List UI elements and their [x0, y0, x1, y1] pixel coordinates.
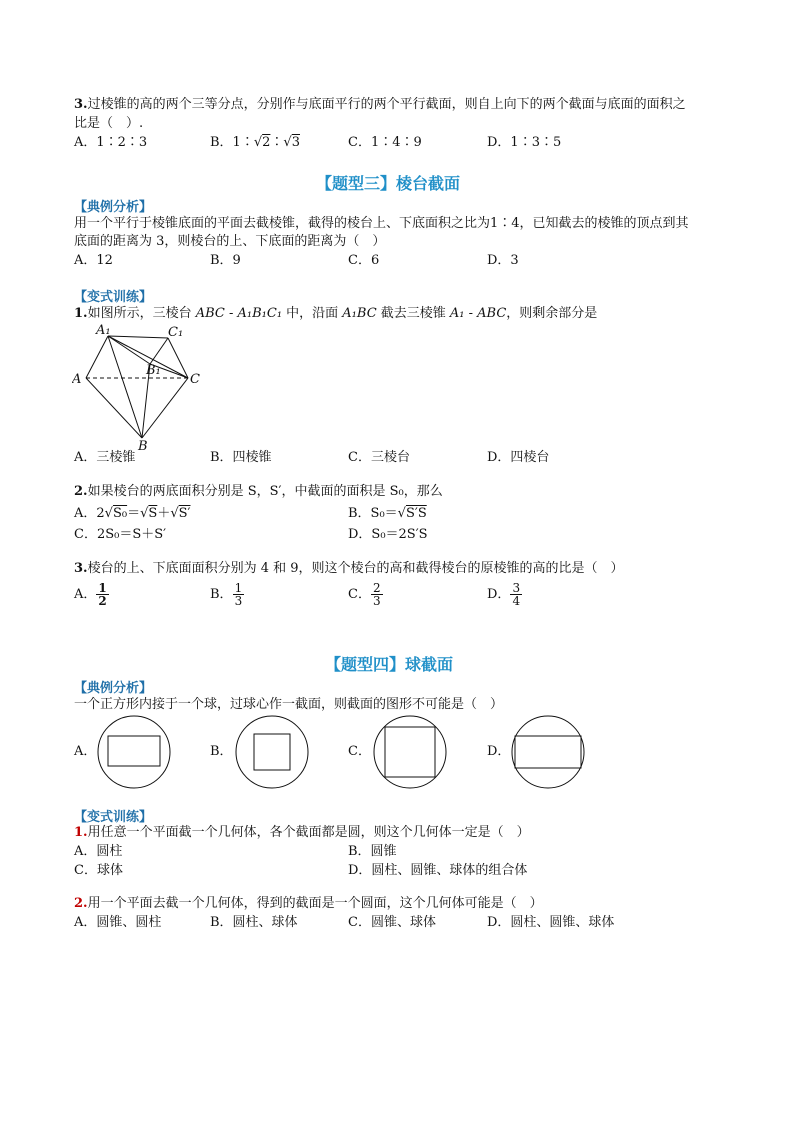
question-3-prev-line-2: [74, 115, 143, 133]
circle-inscribed-rectangle-figure-d: [510, 714, 586, 790]
question-text: 中，沿面: [282, 306, 343, 321]
numerator: 1: [98, 581, 107, 595]
circle-square-figure-b: [234, 714, 310, 790]
label-a1: A₁: [96, 323, 111, 338]
option-c: [348, 582, 383, 607]
option-c: C．三棱台: [348, 450, 410, 465]
question-text: 棱台的上、下底面面积分别为 4 和 9，则这个棱台的高和截得棱台的原棱锥的高的比是（ ）: [87, 561, 624, 576]
option-label: A．: [74, 587, 97, 602]
option-b: B．圆锥: [348, 844, 397, 859]
example-tag: 【典例分析】: [74, 200, 153, 215]
radicand: 2: [262, 135, 271, 150]
option-c: C．球体: [74, 863, 123, 878]
section-title: 【题型四】球截面: [325, 655, 454, 674]
example-tag: 【典例分析】: [74, 681, 153, 696]
option-b-prefix: B．S₀＝: [348, 506, 398, 521]
option-d: D．四棱台: [487, 450, 550, 465]
fraction: [233, 582, 245, 607]
label-c1: C₁: [168, 325, 184, 340]
question-2-line: [74, 483, 443, 501]
option-c: C．6: [348, 253, 380, 268]
example-line-2: 底面的距离为 3，则棱台的上、下底面的距离为（ ）: [74, 234, 386, 249]
practice-tag: 【变式训练】: [74, 810, 153, 825]
radicand: S′S: [405, 506, 427, 521]
question-3-line: [74, 560, 624, 578]
option-label: B．: [210, 587, 233, 602]
sqrt-symbol: √: [170, 506, 179, 521]
option-d: D．1∶3∶5: [487, 135, 562, 150]
option-c: C．圆锥、球体: [348, 915, 436, 930]
example-line: 一个正方形内接于一个球，过球心作一截面，则截面的图形不可能是（ ）: [74, 697, 504, 712]
label-a: A: [72, 372, 82, 387]
label-b1: B₁: [146, 363, 161, 378]
circle-inscribed-square-figure-c: [372, 714, 448, 790]
option-d: D．圆柱、圆锥、球体: [487, 915, 615, 930]
question-number: 1.: [74, 306, 88, 321]
math-expression: A₁BC: [342, 306, 377, 321]
math-expression: ABC - A₁B₁C₁: [195, 306, 283, 321]
fraction: [96, 582, 108, 607]
example-line-1: 用一个平行于棱锥底面的平面去截棱锥，截得的棱台上、下底面积之比为1∶4，已知截去的棱锥的顶点到其: [74, 216, 689, 231]
question-text: 用一个平面去截一个几何体，得到的截面是一个圆面，这个几何体可能是（ ）: [87, 896, 543, 911]
option-a: A．1∶2∶3: [74, 135, 148, 150]
question-text: 截去三棱锥: [376, 306, 450, 321]
practice-tag: 【变式训练】: [74, 290, 153, 305]
label-b: B: [138, 439, 148, 452]
option-b: [348, 505, 427, 523]
question-text: ，则剩余部分是: [506, 306, 598, 321]
option-c: C．1∶4∶9: [348, 135, 422, 150]
ratio-sep: ∶: [270, 135, 284, 150]
option-b: B．四棱锥: [210, 450, 272, 465]
option-a: A．: [74, 744, 97, 759]
question-number: 2.: [74, 484, 88, 499]
denominator: 3: [372, 594, 381, 608]
question-1-line: [74, 824, 530, 842]
option-b: B．: [210, 744, 233, 759]
sqrt-symbol: √: [253, 135, 263, 150]
option-b: B．圆柱、球体: [210, 915, 298, 930]
section-title: 【题型三】棱台截面: [316, 174, 461, 193]
option-b-prefix: B．1∶: [210, 135, 254, 150]
numerator: 2: [372, 581, 381, 595]
option-c: C．2S₀＝S＋S′: [74, 527, 167, 542]
option-a: [74, 505, 190, 523]
radicand: S: [148, 506, 158, 521]
math-expression: A₁ - ABC: [449, 306, 507, 321]
option-d: D．: [487, 744, 511, 759]
option-a: [74, 582, 109, 607]
option-d: [487, 582, 522, 607]
option-label: C．: [348, 587, 371, 602]
circle-rectangle-figure-a: [96, 714, 172, 790]
sqrt-symbol: √: [140, 506, 149, 521]
denominator: 2: [98, 594, 107, 608]
sqrt-symbol: √: [283, 135, 292, 150]
question-2-line: [74, 895, 543, 913]
question-text: 用任意一个平面截一个几何体，各个截面都是圆，则这个几何体一定是（ ）: [87, 825, 530, 840]
sqrt-symbol: √: [104, 506, 113, 521]
operator: ＋: [157, 506, 171, 521]
operator: ＝: [127, 506, 141, 521]
question-text: 过棱锥的高的两个三等分点，分别作与底面平行的两个平行截面，则自上向下的两个截面与底面的面积之: [87, 97, 686, 112]
option-a-prefix: A．2: [74, 506, 105, 521]
option-d: D．S₀＝2S′S: [348, 527, 428, 542]
option-a: A．三棱锥: [74, 450, 136, 465]
radicand: S′: [178, 506, 191, 521]
option-d: D．3: [487, 253, 519, 268]
denominator: 3: [234, 594, 243, 608]
question-number: 3.: [74, 97, 88, 112]
option-d: D．圆柱、圆锥、球体的组合体: [348, 863, 528, 878]
question-number: 3.: [74, 561, 88, 576]
fraction: [510, 582, 522, 607]
numerator: 1: [234, 581, 243, 595]
option-b: [210, 134, 300, 152]
radicand: 3: [291, 135, 300, 150]
option-a: A．圆柱: [74, 844, 123, 859]
question-text: 如图所示，三棱台: [87, 306, 196, 321]
option-c: C．: [348, 744, 371, 759]
denominator: 4: [512, 594, 521, 608]
option-label: D．: [487, 587, 511, 602]
frustum-figure: [72, 322, 212, 452]
question-3-prev-line-1: [74, 96, 686, 114]
question-1-line: [74, 305, 597, 323]
sqrt-symbol: √: [397, 506, 406, 521]
option-a: A．12: [74, 253, 113, 268]
question-number: 1.: [74, 825, 88, 840]
option-b: [210, 582, 244, 607]
question-text: 如果棱台的两底面积分别是 S，S′，中截面的面积是 S₀，那么: [87, 484, 443, 499]
numerator: 3: [512, 581, 521, 595]
question-number: 2.: [74, 896, 88, 911]
radicand: S₀: [112, 506, 128, 521]
question-text: 比是（ ）.: [74, 116, 144, 131]
option-b: B．9: [210, 253, 241, 268]
label-c: C: [190, 372, 200, 387]
option-a: A．圆锥、圆柱: [74, 915, 162, 930]
fraction: [371, 582, 383, 607]
